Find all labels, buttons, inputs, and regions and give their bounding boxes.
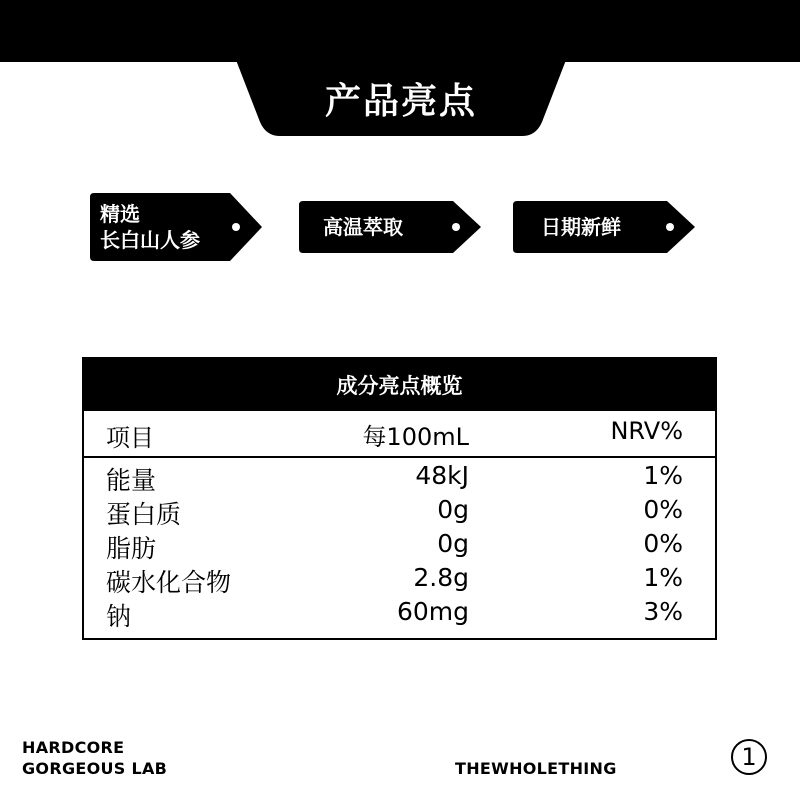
- table-title: 成分亮点概览: [84, 359, 715, 411]
- row-nrv: 1%: [643, 563, 683, 592]
- page-number-text: 1: [741, 743, 757, 771]
- tag-line: 日期新鲜: [541, 215, 621, 239]
- table-header-row: [84, 411, 715, 458]
- row-nrv: 0%: [643, 495, 683, 524]
- table-row: [84, 563, 715, 597]
- page-title: 产品亮点: [324, 80, 477, 122]
- column-header: 每100mL: [362, 423, 469, 451]
- tag-hole-icon: [666, 223, 674, 231]
- table-row: [84, 461, 715, 495]
- nutrition-table: [82, 357, 717, 640]
- row-amount: 48kJ: [415, 461, 469, 490]
- column-header: 项目: [106, 424, 154, 452]
- row-amount: 60mg: [396, 597, 469, 626]
- row-item: 碳水化合物: [106, 568, 232, 597]
- tag-line: 长白山人参: [100, 228, 200, 252]
- tag-hole-icon: [452, 223, 460, 231]
- brand-line: GORGEOUS LAB: [22, 759, 168, 778]
- top-band: [0, 0, 800, 62]
- row-amount: 2.8g: [413, 563, 469, 592]
- row-item: 钠: [106, 602, 132, 631]
- row-nrv: 3%: [643, 597, 683, 626]
- row-amount: 0g: [437, 495, 469, 524]
- brand-line: HARDCORE: [22, 738, 125, 757]
- row-item: 能量: [106, 466, 157, 495]
- row-item: 蛋白质: [106, 500, 182, 529]
- row-nrv: 0%: [643, 529, 683, 558]
- slogan: THEWHOLETHING: [455, 759, 617, 778]
- feature-tag-fresh: [513, 201, 695, 253]
- page-number: [731, 739, 767, 775]
- row-item: 脂肪: [106, 534, 157, 563]
- table-row: [84, 495, 715, 529]
- tag-line: 精选: [100, 202, 140, 226]
- table-row: [84, 597, 715, 631]
- row-nrv: 1%: [643, 461, 683, 490]
- column-header: NRV%: [610, 417, 683, 445]
- tag-line: 高温萃取: [323, 215, 403, 239]
- brand-name: [22, 737, 167, 779]
- feature-tag-ginseng: [90, 193, 262, 261]
- tag-hole-icon: [232, 223, 240, 231]
- table-row: [84, 529, 715, 563]
- feature-tag-extraction: [299, 201, 481, 253]
- row-amount: 0g: [437, 529, 469, 558]
